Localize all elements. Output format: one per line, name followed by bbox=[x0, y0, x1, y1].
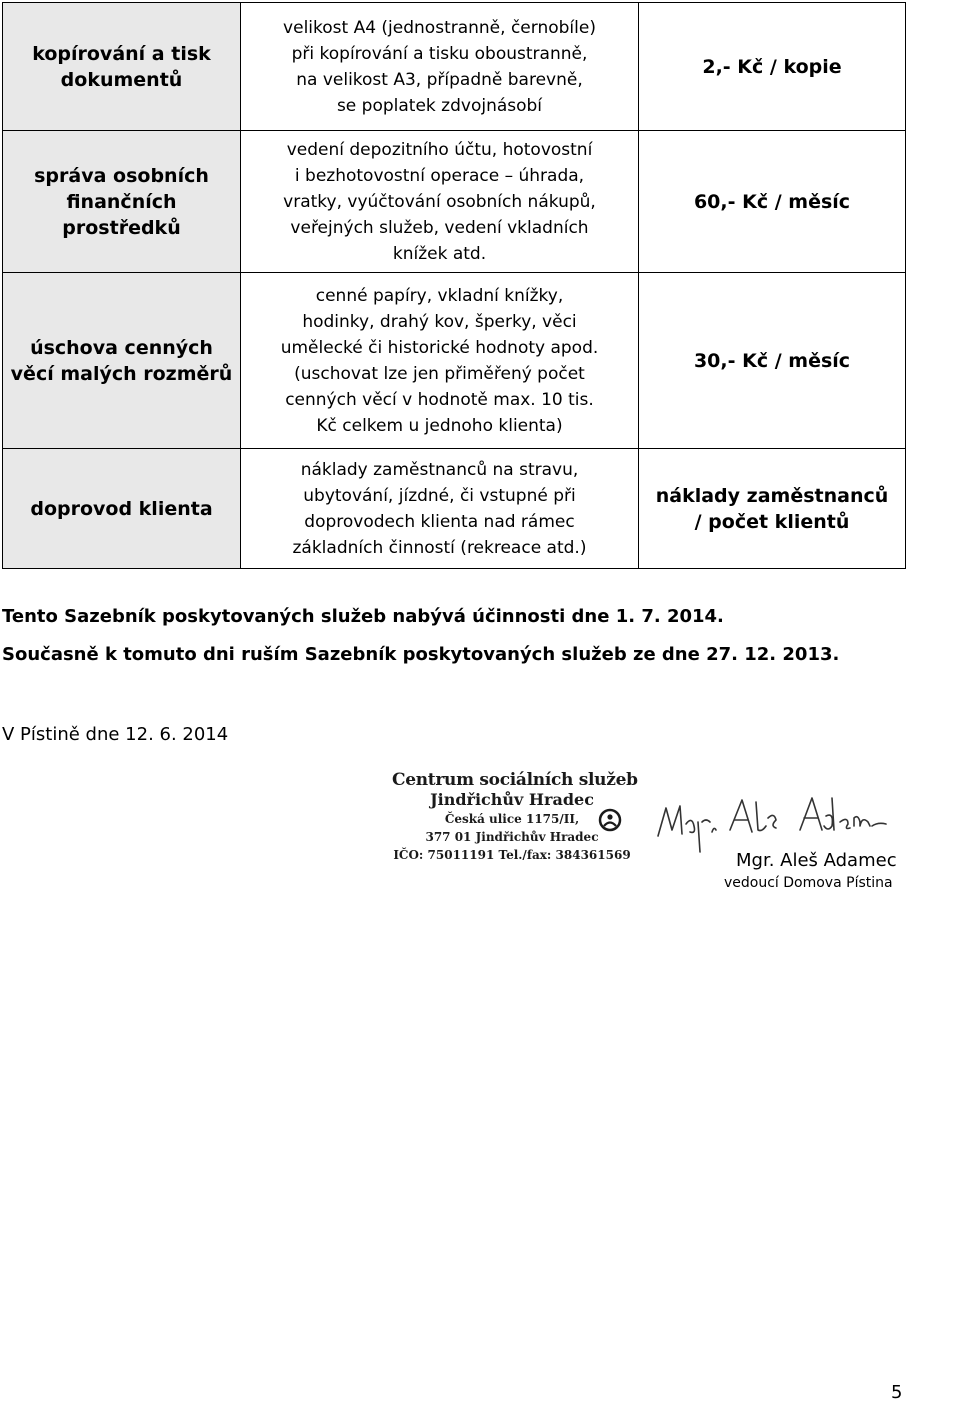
description-line: umělecké či historické hodnoty apod. bbox=[280, 337, 599, 358]
service-name-cell bbox=[3, 449, 241, 569]
service-name-line: dokumentů bbox=[60, 68, 183, 91]
description-line: vratky, vyúčtování osobních nákupů, bbox=[283, 191, 596, 212]
description-line: doprovodech klienta nad rámec bbox=[304, 511, 575, 532]
description-cell bbox=[241, 3, 639, 131]
stamp-line: Česká ulice 1175/II, bbox=[444, 812, 580, 826]
price-cell bbox=[639, 273, 906, 449]
description-line: cenné papíry, vkladní knížky, bbox=[315, 285, 564, 306]
service-name-line: úschova cenných bbox=[30, 336, 213, 359]
page-number: 5 bbox=[891, 1382, 903, 1403]
description-line: (uschovat lze jen přiměřený počet bbox=[294, 363, 585, 384]
price-line: 2,- Kč / kopie bbox=[702, 55, 842, 78]
service-name-cell bbox=[3, 3, 241, 131]
description-cell bbox=[241, 131, 639, 273]
description-cell bbox=[241, 449, 639, 569]
table-row bbox=[3, 449, 906, 569]
table-row bbox=[3, 3, 906, 131]
stamp-line: Centrum sociálních služeb bbox=[392, 770, 638, 790]
description-line: velikost A4 (jednostranně, černobíle) bbox=[283, 17, 596, 38]
service-name-line: finančních bbox=[66, 190, 177, 213]
table-row bbox=[3, 273, 906, 449]
description-line: veřejných služeb, vedení vkladních bbox=[290, 217, 589, 238]
stamp-logo-icon bbox=[598, 808, 622, 832]
repeal-notice: Současně k tomuto dni ruším Sazebník poskytovaných služeb ze dne 27. 12. 2013. bbox=[2, 644, 840, 665]
description-line: i bezhotovostní operace – úhrada, bbox=[294, 165, 585, 186]
service-name-cell bbox=[3, 273, 241, 449]
description-line: cenných věcí v hodnotě max. 10 tis. bbox=[285, 389, 594, 410]
signer-name: Mgr. Aleš Adamec bbox=[736, 850, 897, 871]
service-name-line: věcí malých rozměrů bbox=[10, 362, 233, 385]
table-row bbox=[3, 131, 906, 273]
description-line: Kč celkem u jednoho klienta) bbox=[316, 415, 563, 436]
description-line: náklady zaměstnanců na stravu, bbox=[300, 459, 579, 480]
description-line: při kopírování a tisku oboustranně, bbox=[291, 43, 588, 64]
service-name-line: kopírování a tisk bbox=[32, 42, 211, 65]
pricelist-table bbox=[2, 2, 906, 569]
signer-role: vedoucí Domova Pístina bbox=[724, 875, 893, 891]
description-line: se poplatek zdvojnásobí bbox=[336, 95, 543, 116]
price-line: / počet klientů bbox=[694, 510, 850, 533]
price-line: náklady zaměstnanců bbox=[655, 484, 889, 507]
description-line: základních činností (rekreace atd.) bbox=[292, 537, 587, 558]
service-name-line: prostředků bbox=[62, 216, 181, 239]
service-name-cell bbox=[3, 131, 241, 273]
description-cell bbox=[241, 273, 639, 449]
description-line: knížek atd. bbox=[392, 243, 487, 264]
description-line: hodinky, drahý kov, šperky, věci bbox=[302, 311, 577, 332]
stamp-line: Jindřichův Hradec bbox=[430, 790, 594, 809]
service-name-line: doprovod klienta bbox=[30, 497, 213, 520]
effective-date-notice: Tento Sazebník poskytovaných služeb nabývá účinnosti dne 1. 7. 2014. bbox=[2, 606, 724, 627]
service-name-line: správa osobních bbox=[34, 164, 209, 187]
description-line: na velikost A3, případně barevně, bbox=[296, 69, 583, 90]
price-cell bbox=[639, 449, 906, 569]
price-line: 30,- Kč / měsíc bbox=[693, 349, 851, 372]
price-line: 60,- Kč / měsíc bbox=[693, 190, 851, 213]
price-cell bbox=[639, 131, 906, 273]
organization-stamp bbox=[392, 770, 638, 864]
handwritten-signature bbox=[650, 786, 890, 856]
place-and-date: V Pístině dne 12. 6. 2014 bbox=[2, 724, 229, 745]
description-line: ubytování, jízdné, či vstupné při bbox=[303, 485, 576, 506]
price-cell bbox=[639, 3, 906, 131]
stamp-line: 377 01 Jindřichův Hradec bbox=[425, 830, 599, 844]
stamp-line: IČO: 75011191 Tel./fax: 384361569 bbox=[393, 848, 631, 862]
description-line: vedení depozitního účtu, hotovostní bbox=[286, 139, 593, 160]
